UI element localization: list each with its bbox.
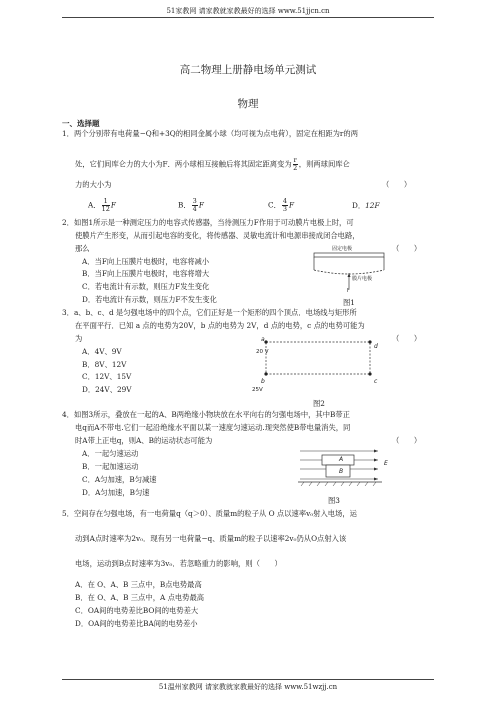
q1-line1: 1．两个分别带有电荷量−Q和+3Q的相同金属小球（均可视为点电荷），固定在相距为r的两	[62, 129, 359, 138]
subject-heading: 物理	[237, 98, 259, 110]
page-title: 高二物理上册静电场单元测试	[179, 64, 317, 76]
q4-option-d: D．A匀加速，B匀速	[82, 488, 150, 497]
q5-option-b: B．在 O、A、B 三点中，A 点电势最高	[75, 593, 205, 602]
q1-line3: 力的大小为	[75, 180, 112, 189]
fig1-label-force: F	[347, 288, 350, 294]
q1-option-a: A． $\frac{1}{12}$ F	[88, 197, 116, 213]
fig2-label-25v: 25V	[252, 387, 263, 393]
fig2-point-b: b	[261, 378, 265, 385]
q5-option-c: C．OA间的电势差比BO间的电势差大	[75, 606, 199, 615]
q2-line1: 2．如图1所示是一种测定压力的电容式传感器，当待测压力F作用于可动膜片电极上时，可	[62, 218, 354, 227]
fig1-label-diaphragm-electrode: 膜片电极	[352, 276, 373, 282]
q1-line2: 处，它们间库仑力的大小为F．两小球相互接触后将其固定距离变为 $\frac{r}{2}$ ，则两球间库仑	[75, 156, 350, 172]
q1-option-c: C． $\frac{4}{3}$ F	[268, 197, 295, 213]
fig2-caption: 图2	[313, 399, 325, 408]
q3-line3: 为	[75, 334, 83, 343]
q4-option-a: A．一起匀速运动	[82, 449, 139, 458]
q2-option-c: C．若电流计有示数，则压力F发生变化	[82, 282, 210, 291]
section-heading: 一、选择题	[62, 119, 100, 128]
q3-option-c: C．12V、15V	[82, 372, 132, 381]
q3-line1: 3．a、b、c、d 是匀强电场中的四个点，它们正好是一个矩形的四个顶点．电场线与矩形所	[62, 308, 357, 317]
q5-line2: 动到A点时速率为2v₀．现有另一电荷量−q、质量m的粒子以速率2v₀仍从O点射入该	[75, 534, 347, 543]
page-header: 51家教网 请家教就家教最好的选择 www.51jjcn.cn	[166, 7, 330, 15]
header-rule	[62, 17, 434, 18]
q5-option-a: A．在 O、A、B 三点中，B点电势最高	[75, 580, 202, 589]
q1-answer-paren: （ ）	[382, 180, 412, 189]
q5-option-d: D．OA间的电势差比BA间的电势差小	[75, 619, 198, 628]
q4-answer-paren: （ ）	[392, 436, 422, 445]
fig3-field-label: E	[384, 460, 388, 467]
q4-option-c: C．A匀加速，B匀减速	[82, 475, 157, 484]
q4-line1: 4．如图3所示，叠放在一起的A、B两绝缘小物块放在水平向右的匀强电场中，其中B带正	[62, 410, 350, 419]
fig1-caption: 图1	[343, 298, 355, 307]
q2-option-d: D．若电流计有示数，则压力F不发生变化	[82, 295, 217, 304]
q1-option-d: D．12F	[352, 201, 380, 210]
q2-line2: 使膜片产生形变，从而引起电容的变化，将传感器、灵敏电流计和电源串接成闭合电路，	[75, 231, 360, 240]
q3-option-b: B．8V、12V	[82, 360, 127, 369]
fig3-block-b-label: B	[339, 468, 344, 475]
fig2-point-c: c	[374, 378, 378, 385]
fig2-label-20v: 20 V	[256, 349, 269, 355]
q3-option-a: A．4V、9V	[82, 347, 122, 356]
q5-line1: 5．空间存在匀强电场，有一电荷量q（q＞0）、质量m的粒子从 O 点以速率v₀射入电场，运	[62, 509, 357, 518]
page-footer: 51温州家教网 请家教就家教最好的选择 www.51wzjj.cn	[158, 683, 338, 691]
fig2-point-a: a	[261, 336, 265, 343]
q5-line3: 电场，运动到B点时速率为3v₀．若忽略重力的影响，则（ ）	[75, 559, 282, 568]
q4-line3: 时A带上正电q，则A、B的运动状态可能为	[75, 436, 213, 445]
fig2-point-d: d	[374, 343, 378, 350]
fig3-block-a-label: A	[339, 456, 344, 463]
q1-option-b: B． $\frac{3}{4}$ F	[178, 197, 204, 213]
q2-line3: 那么	[75, 244, 90, 253]
q3-answer-paren: （ ）	[392, 334, 422, 343]
figure-2-rectangle	[262, 335, 382, 375]
q3-line2: 在平面平行．已知 a 点的电势为20V，b 点的电势为 2V，d 点的电势，c 点的电势可能为	[75, 321, 365, 330]
fig1-label-fixed-electrode: 固定电极	[332, 246, 353, 252]
q2-answer-paren: （ ）	[392, 244, 422, 253]
fig3-caption: 图3	[328, 496, 340, 505]
q4-option-b: B．一起加速运动	[82, 462, 139, 471]
q1-fraction-r: $\frac{r}{2}$	[293, 156, 298, 172]
q2-option-b: B．当F向上压膜片电极时，电容将增大	[82, 269, 210, 278]
q2-option-a: A．当F向上压膜片电极时，电容将减小	[82, 257, 210, 266]
q4-line2: 电q而A不带电.它们一起沿绝缘水平面以某一速度匀速运动.现突然使B带电量消失，同	[75, 423, 351, 432]
footer-rule	[62, 679, 434, 680]
q3-option-d: D．24V、29V	[82, 385, 132, 394]
